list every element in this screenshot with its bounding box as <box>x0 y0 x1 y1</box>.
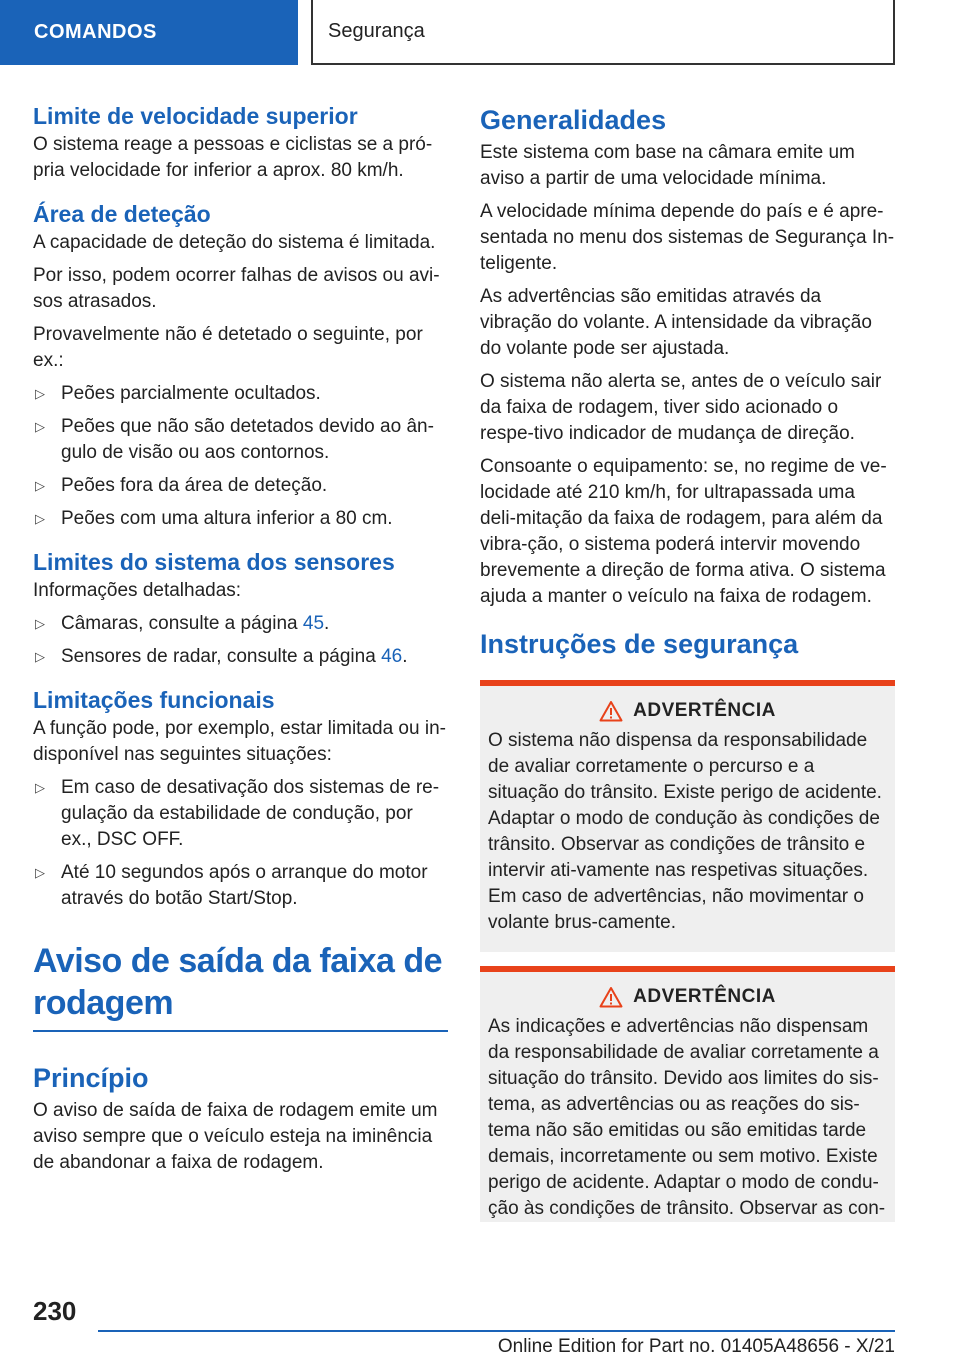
footer-divider <box>98 1330 895 1332</box>
triangle-bullet-icon: ▷ <box>35 511 45 526</box>
section-heading: Princípio <box>33 1063 149 1093</box>
list-item <box>33 644 448 670</box>
list-item <box>33 506 448 532</box>
bullet-list <box>33 611 448 670</box>
list-item <box>33 414 448 466</box>
warning-box <box>480 680 895 952</box>
list-item <box>33 473 448 499</box>
paragraph: Por isso, podem ocorrer falhas de avisos ou avi-sos atrasados. <box>33 265 440 312</box>
list-item-text: Peões fora da área de deteção. <box>61 475 328 496</box>
list-item-text: Sensores de radar, consulte a página <box>61 646 382 667</box>
paragraph: A capacidade de deteção do sistema é limitada. <box>33 232 436 253</box>
warning-title: ADVERTÊNCIA <box>633 986 776 1007</box>
section-heading: Limitações funcionais <box>33 687 275 713</box>
section-heading: Generalidades <box>480 105 667 135</box>
paragraph: Consoante o equipamento: se, no regime de ve-locidade até 210 km/h, for ultrapassada uma deli-mitação da faixa de rodagem, para além da vibra-ção, o sistema poderá intervir movendo brevemente a direção de forma ativa. O sistema ajuda a manter o veículo na faixa de rodagem. <box>480 456 887 607</box>
triangle-bullet-icon: ▷ <box>35 386 45 401</box>
bullet-list <box>33 381 448 532</box>
right-column <box>480 100 895 1236</box>
list-item-text: Peões parcialmente ocultados. <box>61 383 321 404</box>
paragraph: Este sistema com base na câmara emite um aviso a partir de uma velocidade mínima. <box>480 142 855 189</box>
page-link-46[interactable]: 46 <box>381 646 403 667</box>
list-item-text: Até 10 segundos após o arranque do motor através do botão Start/Stop. <box>61 862 428 909</box>
triangle-bullet-icon: ▷ <box>35 478 45 493</box>
warning-header <box>488 700 887 722</box>
list-item-text: Peões com uma altura inferior a 80 cm. <box>61 508 393 529</box>
warning-header <box>488 986 887 1008</box>
list-item <box>33 860 448 912</box>
paragraph: Provavelmente não é detetado o seguinte, por ex.: <box>33 324 423 371</box>
triangle-bullet-icon: ▷ <box>35 865 45 880</box>
chapter-tab <box>0 0 298 65</box>
warning-box <box>480 966 895 1222</box>
paragraph: As advertências são emitidas através da vibração do volante. A intensidade da vibração do volante pode ser ajustada. <box>480 286 872 359</box>
triangle-bullet-icon: ▷ <box>35 649 45 664</box>
section-general <box>480 100 895 610</box>
warning-triangle-icon <box>599 986 623 1008</box>
section-upper-speed-limit <box>33 100 448 184</box>
paragraph: O sistema reage a pessoas e ciclistas se a pró-pria velocidade for inferior a aprox. 80 km/h. <box>33 134 433 181</box>
chapter-heading: Aviso de saída da faixa de rodagem <box>33 940 448 1032</box>
chapter-tab-label: COMANDOS <box>34 21 157 43</box>
page-link-45[interactable]: 45 <box>302 613 325 634</box>
section-title: Segurança <box>328 20 425 42</box>
warning-title: ADVERTÊNCIA <box>633 700 776 721</box>
paragraph: A função pode, por exemplo, estar limitada ou in-disponível nas seguintes situações: <box>33 718 446 765</box>
warning-text: As indicações e advertências não dispensam da responsabilidade de avaliar corretamente a situação do trânsito. Devido aos limites do sis-tema, as advertências ou as reações do sis-tema não são emitidas ou são emitidas tarde demais, incorretamente ou sem motivo. Existe perigo de acidente. Adaptar o modo de condu-ção às condições de trânsito. Observar as con- <box>488 1016 886 1219</box>
paragraph: Informações detalhadas: <box>33 580 242 601</box>
section-heading: Limites do sistema dos sensores <box>33 549 395 575</box>
left-column <box>33 100 448 1190</box>
section-detection-area <box>33 198 448 532</box>
edition-footer: Online Edition for Part no. 01405A48656 - X/21 <box>497 1336 895 1357</box>
list-item <box>33 775 448 853</box>
paragraph: O sistema não alerta se, antes de o veículo sair da faixa de rodagem, tiver sido acionado o respe-tivo indicador de mudança de direção. <box>480 371 882 444</box>
triangle-bullet-icon: ▷ <box>35 419 45 434</box>
section-sensor-limits <box>33 546 448 670</box>
bullet-list <box>33 775 448 912</box>
warning-triangle-icon <box>599 700 623 722</box>
triangle-bullet-icon: ▷ <box>35 780 45 795</box>
paragraph: O aviso de saída de faixa de rodagem emite um aviso sempre que o veículo esteja na iminência de abandonar a faixa de rodagem. <box>33 1100 438 1173</box>
section-heading: Limite de velocidade superior <box>33 103 358 129</box>
list-item-text: Peões que não são detetados devido ao ân-gulo de visão ou aos contornos. <box>61 416 434 463</box>
section-header <box>311 0 895 65</box>
section-functional-limits <box>33 684 448 912</box>
triangle-bullet-icon: ▷ <box>35 616 45 631</box>
section-heading: Área de deteção <box>33 201 211 227</box>
section-principle <box>33 1058 448 1176</box>
page-number: 230 <box>33 1296 77 1326</box>
warning-text: O sistema não dispensa da responsabilidade de avaliar corretamente o percurso e a situação do trânsito. Existe perigo de acidente. Adaptar o modo de condução às condições de trânsito. Observar as condições de trânsito e intervir ati-vamente nas respetivas situações. Em caso de advertências, não movimentar o volante brus-camente. <box>488 730 882 933</box>
paragraph: A velocidade mínima depende do país e é apre-sentada no menu dos sistemas de Segurança In-teligente. <box>480 201 895 274</box>
list-item <box>33 611 448 637</box>
list-item-text: Em caso de desativação dos sistemas de re-gulação da estabilidade de condução, por ex., DSC OFF. <box>61 777 440 850</box>
list-item-end: . <box>402 646 408 667</box>
list-item-end: . <box>324 613 330 634</box>
list-item-text: Câmaras, consulte a página <box>61 613 303 634</box>
list-item <box>33 381 448 407</box>
section-heading: Instruções de segurança <box>480 629 799 659</box>
